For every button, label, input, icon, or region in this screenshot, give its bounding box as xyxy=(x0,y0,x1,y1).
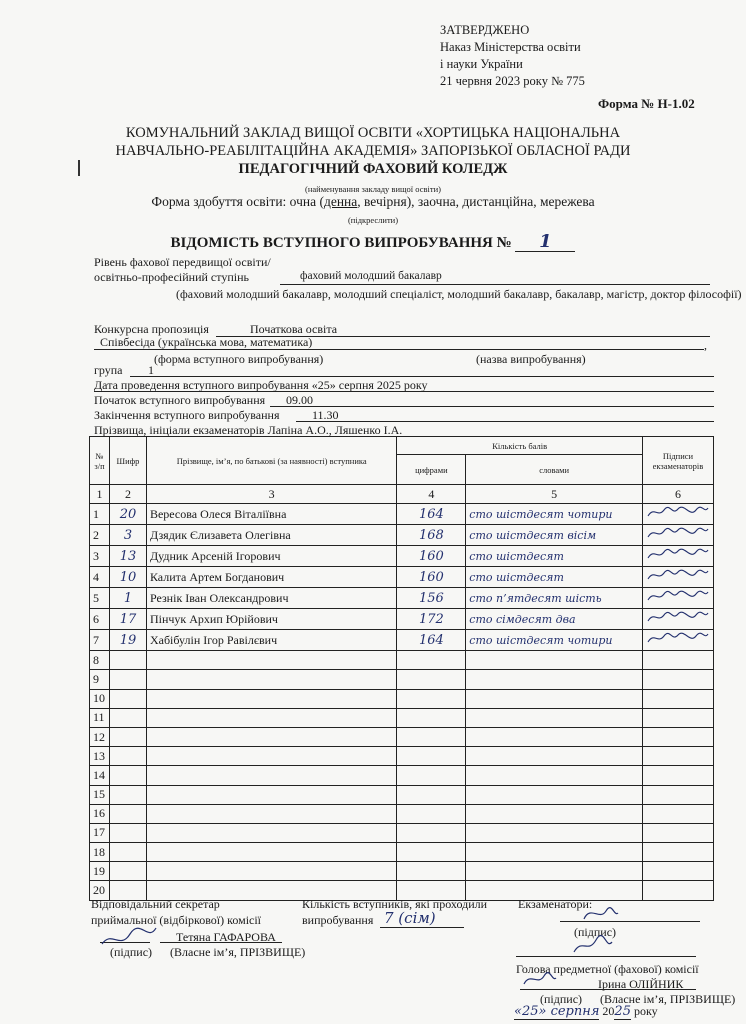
row-code xyxy=(109,727,146,746)
competition-value: Початкова освіта xyxy=(250,322,338,336)
exam-name-caption: (назва випробування) xyxy=(476,352,586,366)
row-signature xyxy=(642,567,713,588)
row-name xyxy=(146,766,396,785)
study-form-suffix: , вечірня), заочна, дистанційна, мережева xyxy=(357,194,595,209)
row-name: Резнік Іван Олександрович xyxy=(146,588,396,609)
table-row xyxy=(90,609,714,630)
footer-date-suffix: року xyxy=(633,1004,658,1018)
row-name: Калита Артем Богданович xyxy=(146,567,396,588)
row-signature xyxy=(642,747,713,766)
table-row xyxy=(90,766,714,785)
table-row xyxy=(90,525,714,546)
table-body xyxy=(90,504,714,900)
row-name: Хабібулін Ігор Равілєвич xyxy=(146,630,396,651)
grades-table xyxy=(89,436,714,901)
row-signature xyxy=(642,804,713,823)
row-signature xyxy=(642,609,713,630)
approval-order: Наказ Міністерства освіти xyxy=(440,40,581,54)
secretary-line-1: Відповідальний секретар xyxy=(91,897,220,911)
group-label: група xyxy=(94,363,123,377)
row-points-words: сто шістдесят xyxy=(466,546,643,567)
secretary-signature xyxy=(100,922,160,952)
row-points-words xyxy=(466,651,643,670)
chair-sign-caption: (підпис) xyxy=(540,992,583,1006)
start-underline xyxy=(270,406,714,407)
row-number: 7 xyxy=(90,630,110,651)
col-number-3: 3 xyxy=(146,485,396,504)
institution-line-3: ПЕДАГОГІЧНИЙ ФАХОВИЙ КОЛЕДЖ xyxy=(238,161,508,177)
row-name: Дудник Арсеній Ігорович xyxy=(146,546,396,567)
end-underline xyxy=(296,421,714,422)
row-number: 19 xyxy=(90,862,110,881)
row-code xyxy=(109,823,146,842)
table-row xyxy=(90,747,714,766)
examiner-2-signature xyxy=(570,934,614,958)
row-number: 12 xyxy=(90,727,110,746)
row-signature xyxy=(642,504,713,525)
row-points-digits xyxy=(397,708,466,727)
row-points-words xyxy=(466,670,643,689)
row-points-words xyxy=(466,689,643,708)
row-name xyxy=(146,862,396,881)
row-name xyxy=(146,747,396,766)
level-underline xyxy=(280,284,710,285)
secretary-name-caption: (Власне ім’я, ПРІЗВИЩЕ) xyxy=(170,945,306,959)
competition-label: Конкурсна пропозиція xyxy=(94,322,209,336)
footer-date-year: 25 xyxy=(614,1004,631,1019)
chair-signature xyxy=(520,968,560,990)
header-points: Кількість балів xyxy=(397,437,643,455)
examiners-label: Прізвища, ініціали екзаменаторів Лапіна А.О., Ляшенко І.А. xyxy=(94,423,403,437)
chair-label: Голова предметної (фахової) комісії xyxy=(516,962,699,976)
row-signature xyxy=(642,630,713,651)
examiner-signature xyxy=(646,588,710,604)
row-code: 20 xyxy=(109,504,146,525)
row-signature xyxy=(642,823,713,842)
study-form-prefix: Форма здобуття освіти: очна ( xyxy=(151,194,324,209)
secretary-sign-caption: (підпис) xyxy=(110,945,153,959)
row-name xyxy=(146,823,396,842)
table-row xyxy=(90,670,714,689)
chair-name-caption: (Власне ім’я, ПРІЗВИЩЕ) xyxy=(600,992,736,1006)
row-points-words: сто сімдесят два xyxy=(466,609,643,630)
table-row xyxy=(90,588,714,609)
row-points-words xyxy=(466,804,643,823)
row-signature xyxy=(642,727,713,746)
row-number: 5 xyxy=(90,588,110,609)
row-number: 10 xyxy=(90,689,110,708)
table-row xyxy=(90,708,714,727)
level-line-2 xyxy=(94,270,249,285)
row-code xyxy=(109,766,146,785)
row-name xyxy=(146,804,396,823)
row-number: 17 xyxy=(90,823,110,842)
row-number: 11 xyxy=(90,708,110,727)
row-code: 1 xyxy=(109,588,146,609)
row-points-digits xyxy=(397,689,466,708)
row-code xyxy=(109,651,146,670)
row-points-digits: 156 xyxy=(397,588,466,609)
row-signature xyxy=(642,862,713,881)
row-name: Вересова Олеся Віталіївна xyxy=(146,504,396,525)
row-code: 19 xyxy=(109,630,146,651)
row-points-digits xyxy=(397,766,466,785)
row-name xyxy=(146,727,396,746)
examiner-1-signature xyxy=(580,903,620,925)
study-form xyxy=(0,193,746,211)
approval-block xyxy=(440,22,585,90)
examiner-signature xyxy=(646,546,710,562)
row-points-digits: 168 xyxy=(397,525,466,546)
group-value: 1 xyxy=(148,363,154,377)
row-number: 20 xyxy=(90,881,110,900)
group-underline xyxy=(130,376,714,377)
study-form-caption: (підкреслити) xyxy=(347,215,399,225)
chair-name: Ірина ОЛІЙНИК xyxy=(598,977,684,991)
row-points-words xyxy=(466,823,643,842)
exam-form-value: Співбесіда (українська мова, математика) xyxy=(100,335,313,349)
row-signature xyxy=(642,670,713,689)
examiner-signature xyxy=(646,504,710,520)
table-row xyxy=(90,823,714,842)
approval-date: 21 червня 2023 року № 775 xyxy=(440,74,585,88)
row-name xyxy=(146,785,396,804)
row-code xyxy=(109,843,146,862)
row-number: 16 xyxy=(90,804,110,823)
table-row xyxy=(90,504,714,525)
row-code: 17 xyxy=(109,609,146,630)
row-points-words: сто шістдесят чотири xyxy=(466,504,643,525)
row-points-digits xyxy=(397,651,466,670)
row-number: 8 xyxy=(90,651,110,670)
row-name xyxy=(146,651,396,670)
row-signature xyxy=(642,525,713,546)
header-signatures: Підписи екзаменаторів xyxy=(642,437,713,485)
header-name: Прізвище, ім’я, по батькові (за наявності) вступника xyxy=(146,437,396,485)
row-points-words xyxy=(466,766,643,785)
row-code: 13 xyxy=(109,546,146,567)
exam-date-underline xyxy=(94,391,714,392)
approval-ministry: і науки України xyxy=(440,57,523,71)
header-code: Шифр xyxy=(109,437,146,485)
form-number: Форма № Н-1.02 xyxy=(598,96,695,111)
header-words: словами xyxy=(466,455,643,485)
institution-line-2: НАВЧАЛЬНО-РЕАБІЛІТАЦІЙНА АКАДЕМІЯ» ЗАПОРІЗЬКОЇ ОБЛАСНОЇ РАДИ xyxy=(115,143,631,159)
exam-form-comma: , xyxy=(704,338,707,352)
row-points-words: сто шістдесят xyxy=(466,567,643,588)
footer-date xyxy=(514,1004,658,1020)
row-code xyxy=(109,804,146,823)
col-number-5: 5 xyxy=(466,485,643,504)
examiner-1-caption: (підпис) xyxy=(574,925,617,939)
end-value: 11.30 xyxy=(312,408,339,422)
examiner-signature xyxy=(646,609,710,625)
start-label: Початок вступного випробування xyxy=(94,393,266,407)
row-points-words xyxy=(466,708,643,727)
table-row xyxy=(90,630,714,651)
row-points-digits xyxy=(397,785,466,804)
table-row xyxy=(90,651,714,670)
table-row xyxy=(90,785,714,804)
row-number: 2 xyxy=(90,525,110,546)
row-points-digits: 164 xyxy=(397,630,466,651)
row-name xyxy=(146,670,396,689)
examiner-signature xyxy=(646,630,710,646)
row-code xyxy=(109,670,146,689)
end-label: Закінчення вступного випробування xyxy=(94,408,280,422)
row-number: 14 xyxy=(90,766,110,785)
level-line-1: Рівень фахової передвищої освіти/ xyxy=(94,255,271,269)
row-name xyxy=(146,708,396,727)
row-points-digits xyxy=(397,727,466,746)
row-points-words: сто шістдесят чотири xyxy=(466,630,643,651)
row-code xyxy=(109,747,146,766)
institution-caption: (найменування закладу вищої освіти) xyxy=(305,184,441,194)
row-points-digits xyxy=(397,670,466,689)
row-number: 6 xyxy=(90,609,110,630)
count-line-1: Кількість вступників, які проходили xyxy=(302,897,488,911)
level-label: освітньо-професійний ступінь xyxy=(94,270,249,284)
footer-date-day: «25» серпня xyxy=(514,1004,600,1019)
col-number-2: 2 xyxy=(109,485,146,504)
count-value: 7 (сім) xyxy=(384,909,436,927)
level-value: фаховий молодший бакалавр xyxy=(300,270,442,282)
row-points-digits xyxy=(397,747,466,766)
title-text: ВІДОМІСТЬ ВСТУПНОГО ВИПРОБУВАННЯ № xyxy=(170,235,512,251)
row-name: Пінчук Архип Юрійович xyxy=(146,609,396,630)
row-signature xyxy=(642,546,713,567)
table-row xyxy=(90,862,714,881)
row-points-digits: 160 xyxy=(397,567,466,588)
row-signature xyxy=(642,708,713,727)
row-points-digits xyxy=(397,823,466,842)
row-points-words xyxy=(466,785,643,804)
approval-title: ЗАТВЕРДЖЕНО xyxy=(440,23,530,37)
row-signature xyxy=(642,766,713,785)
row-code xyxy=(109,862,146,881)
exam-date: Дата проведення вступного випробування «25» серпня 2025 року xyxy=(94,378,428,392)
row-points-digits xyxy=(397,862,466,881)
document-title xyxy=(0,233,746,252)
row-name: Дзядик Єлизавета Олегівна xyxy=(146,525,396,546)
row-points-digits: 164 xyxy=(397,504,466,525)
secretary-name: Тетяна ГАФАРОВА xyxy=(176,930,276,944)
start-value: 09.00 xyxy=(286,393,313,407)
count-underline xyxy=(380,927,464,928)
count-line-2: випробування xyxy=(302,913,374,927)
header-num: № з/п xyxy=(90,437,110,485)
row-code xyxy=(109,708,146,727)
table-row xyxy=(90,689,714,708)
row-signature xyxy=(642,689,713,708)
examiner-signature xyxy=(646,525,710,541)
table-row xyxy=(90,567,714,588)
secretary-line-2: приймальної (відбіркової) комісії xyxy=(91,913,262,927)
row-points-digits xyxy=(397,804,466,823)
col-number-6: 6 xyxy=(642,485,713,504)
row-points-words xyxy=(466,747,643,766)
row-number: 4 xyxy=(90,567,110,588)
secretary-name-line xyxy=(160,942,282,943)
row-code: 10 xyxy=(109,567,146,588)
row-signature xyxy=(642,785,713,804)
title-number: 1 xyxy=(515,233,575,252)
exam-form-caption: (форма вступного випробування) xyxy=(154,352,324,366)
row-code xyxy=(109,689,146,708)
row-points-words xyxy=(466,843,643,862)
row-code: 3 xyxy=(109,525,146,546)
institution-line-1: КОМУНАЛЬНИЙ ЗАКЛАД ВИЩОЇ ОСВІТИ «ХОРТИЦЬКА НАЦІОНАЛЬНА xyxy=(125,125,621,141)
header-digits: цифрами xyxy=(397,455,466,485)
footer-date-year-prefix: 20 xyxy=(602,1004,615,1018)
row-points-digits: 160 xyxy=(397,546,466,567)
row-points-words: сто п’ятдесят шість xyxy=(466,588,643,609)
row-signature xyxy=(642,843,713,862)
row-points-digits xyxy=(397,843,466,862)
row-code xyxy=(109,785,146,804)
table-row xyxy=(90,727,714,746)
row-signature xyxy=(642,651,713,670)
table-row xyxy=(90,843,714,862)
row-points-words xyxy=(466,862,643,881)
table-row xyxy=(90,546,714,567)
level-caption: (фаховий молодший бакалавр, молодший спеціаліст, молодший бакалавр, бакалавр, магістр, доктор філософії) xyxy=(176,287,742,301)
exam-form-underline xyxy=(94,349,704,350)
row-number: 18 xyxy=(90,843,110,862)
row-points-words xyxy=(466,727,643,746)
row-number: 1 xyxy=(90,504,110,525)
examiners-footer-label: Екзаменатори: xyxy=(518,897,593,911)
table-row xyxy=(90,804,714,823)
row-number: 13 xyxy=(90,747,110,766)
examiner-signature xyxy=(646,567,710,583)
row-name xyxy=(146,843,396,862)
study-form-selected: денна xyxy=(323,194,358,209)
row-signature xyxy=(642,881,713,900)
col-number-4: 4 xyxy=(397,485,466,504)
row-number: 9 xyxy=(90,670,110,689)
row-points-words: сто шістдесят вісім xyxy=(466,525,643,546)
row-number: 3 xyxy=(90,546,110,567)
row-points-digits: 172 xyxy=(397,609,466,630)
row-signature xyxy=(642,588,713,609)
row-number: 15 xyxy=(90,785,110,804)
row-name xyxy=(146,689,396,708)
col-number-1: 1 xyxy=(90,485,110,504)
